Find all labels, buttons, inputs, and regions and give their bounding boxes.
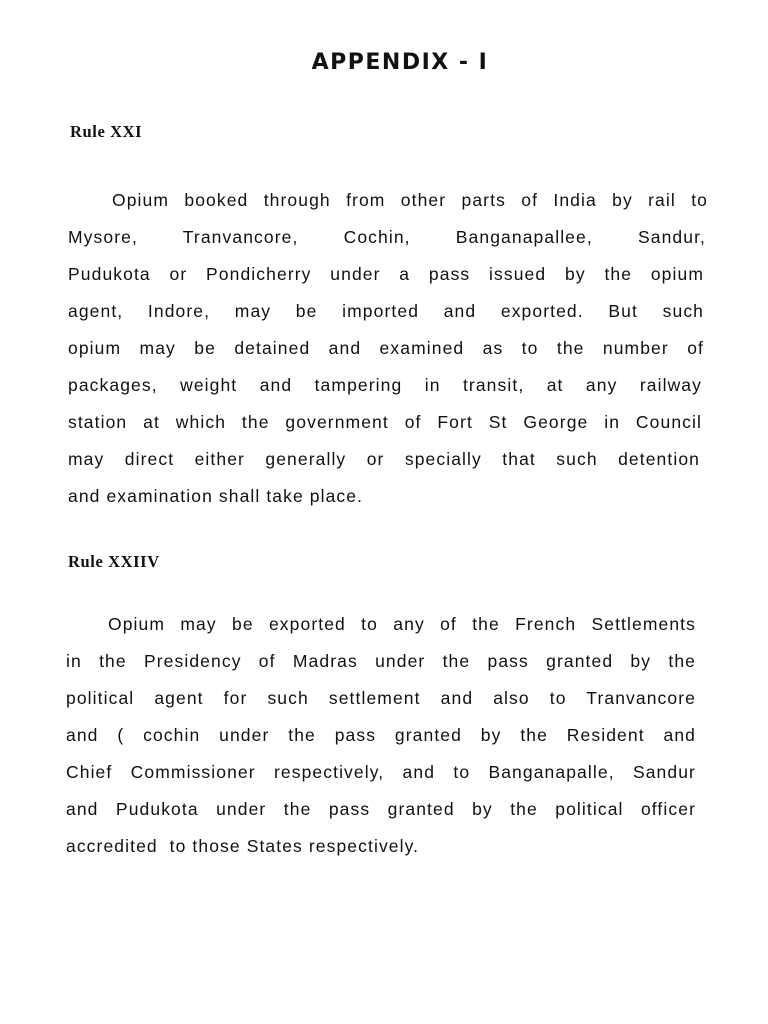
paragraph-line: and ( cochin under the pass granted by the Resident and — [66, 725, 696, 745]
paragraph-line: station at which the government of Fort St George in Council — [68, 412, 702, 432]
paragraph-line: opium may be detained and examined as to the number of — [68, 338, 704, 358]
paragraph-line: and Pudukota under the pass granted by the political officer — [66, 799, 696, 819]
paragraph-line: Opium booked through from other parts of India by rail to — [112, 190, 708, 210]
paragraph-line: Opium may be exported to any of the French Settlements — [108, 614, 696, 634]
paragraph-line: Pudukota or Pondicherry under a pass issued by the opium — [68, 264, 704, 284]
page-title: APPENDIX - I — [311, 50, 489, 75]
paragraph-line: packages, weight and tampering in transit, at any railway — [68, 375, 702, 395]
paragraph-line: political agent for such settlement and also to Tranvancore — [66, 688, 696, 708]
paragraph-line: and examination shall take place. — [68, 486, 364, 506]
paragraph-line: agent, Indore, may be imported and exported. But such — [68, 301, 704, 321]
paragraph-line: Mysore, Tranvancore, Cochin, Banganapallee, Sandur, — [68, 227, 706, 247]
rule-heading: Rule XXIIV — [68, 552, 160, 571]
paragraph-line: in the Presidency of Madras under the pass granted by the — [66, 651, 696, 671]
paragraph-line: Chief Commissioner respectively, and to Banganapalle, Sandur — [66, 762, 696, 782]
rule-heading: Rule XXI — [70, 122, 143, 141]
paragraph-line: may direct either generally or specially that such detention — [68, 449, 700, 469]
paragraph-line: accredited to those States respectively. — [66, 836, 420, 856]
